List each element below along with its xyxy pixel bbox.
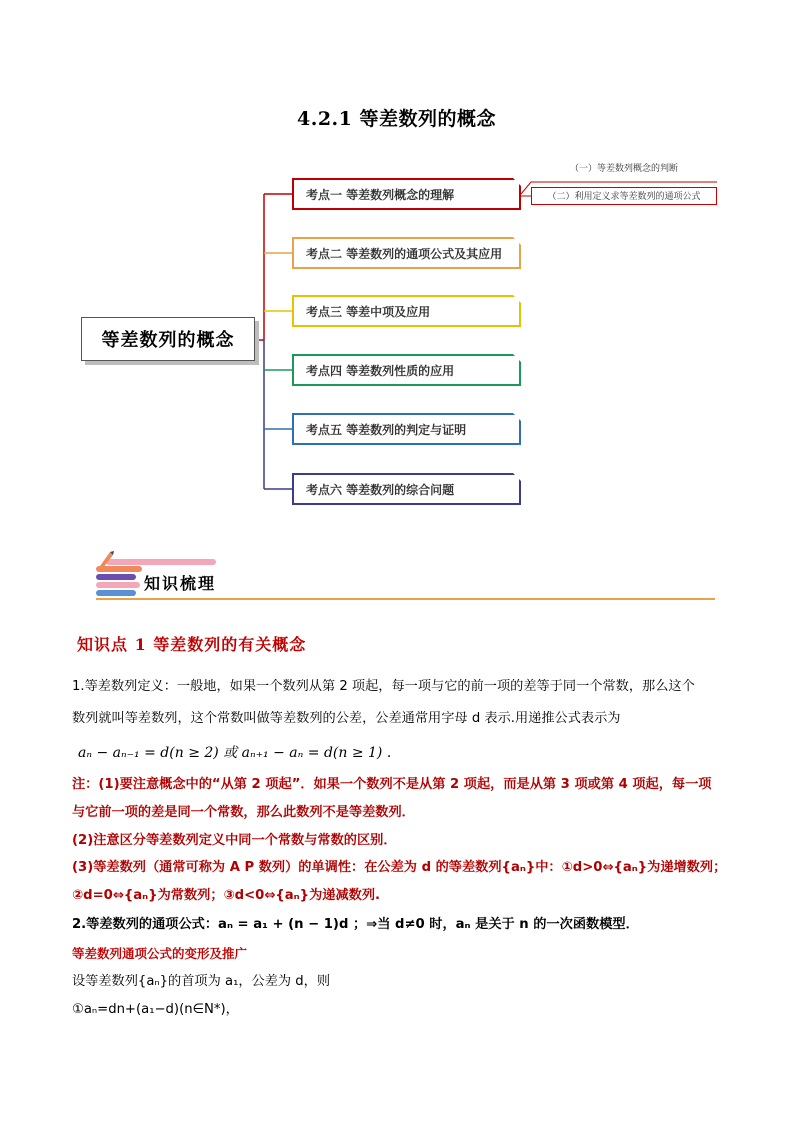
branch-label: 考点五 等差数列的判定与证明 <box>306 422 467 437</box>
mindmap-branch-2 <box>292 237 521 269</box>
definition-line-2: 数列就叫等差数列，这个常数叫做等差数列的公差，公差通常用字母 d 表示.用递推公式表示为 <box>72 711 621 726</box>
note-1-line-2: 与它前一项的差是同一个常数，那么此数列不是等差数列． <box>72 805 415 820</box>
variant-1: ①aₙ=dn+(a₁−d)(n∈N*)， <box>72 1002 239 1017</box>
mindmap-subitem-2: （二）利用定义求等差数列的通项公式 <box>531 187 717 205</box>
mindmap-branch-1 <box>292 178 521 210</box>
branch-label: 考点六 等差数列的综合问题 <box>306 482 455 497</box>
definition-line-1: 1.等差数列定义：一般地，如果一个数列从第 2 项起，每一项与它的前一项的差等于同一个常数，那么这个 <box>72 679 695 694</box>
note-3-line-2: ②d=0⇔{aₙ}为常数列；③d<0⇔{aₙ}为递减数列. <box>72 888 381 903</box>
section-divider <box>96 598 715 600</box>
note-1-line-1: 注：(1)要注意概念中的“从第 2 项起”．如果一个数列不是从第 2 项起，而是从第 3 项或第 4 项起，每一项 <box>72 777 712 792</box>
mindmap-branch-6 <box>292 473 521 505</box>
mindmap-branch-5 <box>292 413 521 445</box>
recurrence-formula: aₙ − aₙ₋₁ = d(n ≥ 2) 或 aₙ₊₁ − aₙ = d(n ≥ 1) . <box>78 745 392 761</box>
variant-intro: 设等差数列{aₙ}的首项为 a₁，公差为 d，则 <box>72 974 331 989</box>
general-term-formula: 2.等差数列的通项公式：aₙ = a₁ + (n − 1)d ；⇒当 d≠0 时，aₙ 是关于 n 的一次函数模型． <box>72 917 639 932</box>
variant-title: 等差数列通项公式的变形及推广 <box>72 946 248 961</box>
branch-label: 考点二 等差数列的通项公式及其应用 <box>306 246 503 261</box>
knowledge-point-title: 知识点 1 等差数列的有关概念 <box>77 635 307 654</box>
note-3-line-1: (3)等差数列（通常可称为 A P 数列）的单调性：在公差为 d 的等差数列{aₙ}中：①d>0⇔{aₙ}为递增数列； <box>72 860 727 875</box>
mindmap-root <box>81 317 255 361</box>
mindmap-subitem-1: （一）等差数列概念的判断 <box>569 164 678 174</box>
mindmap-root-label: 等差数列的概念 <box>101 330 235 351</box>
mindmap-branch-4 <box>292 354 521 386</box>
page-title: 4.2.1 等差数列的概念 <box>296 108 496 130</box>
branch-label: 考点四 等差数列性质的应用 <box>306 363 455 378</box>
note-2: (2)注意区分等差数列定义中同一个常数与常数的区别． <box>72 833 397 848</box>
branch-label: 考点一 等差数列概念的理解 <box>306 187 455 202</box>
section-title: 知识梳理 <box>144 574 217 593</box>
mindmap-branch-3 <box>292 295 521 327</box>
branch-label: 考点三 等差中项及应用 <box>306 304 431 319</box>
